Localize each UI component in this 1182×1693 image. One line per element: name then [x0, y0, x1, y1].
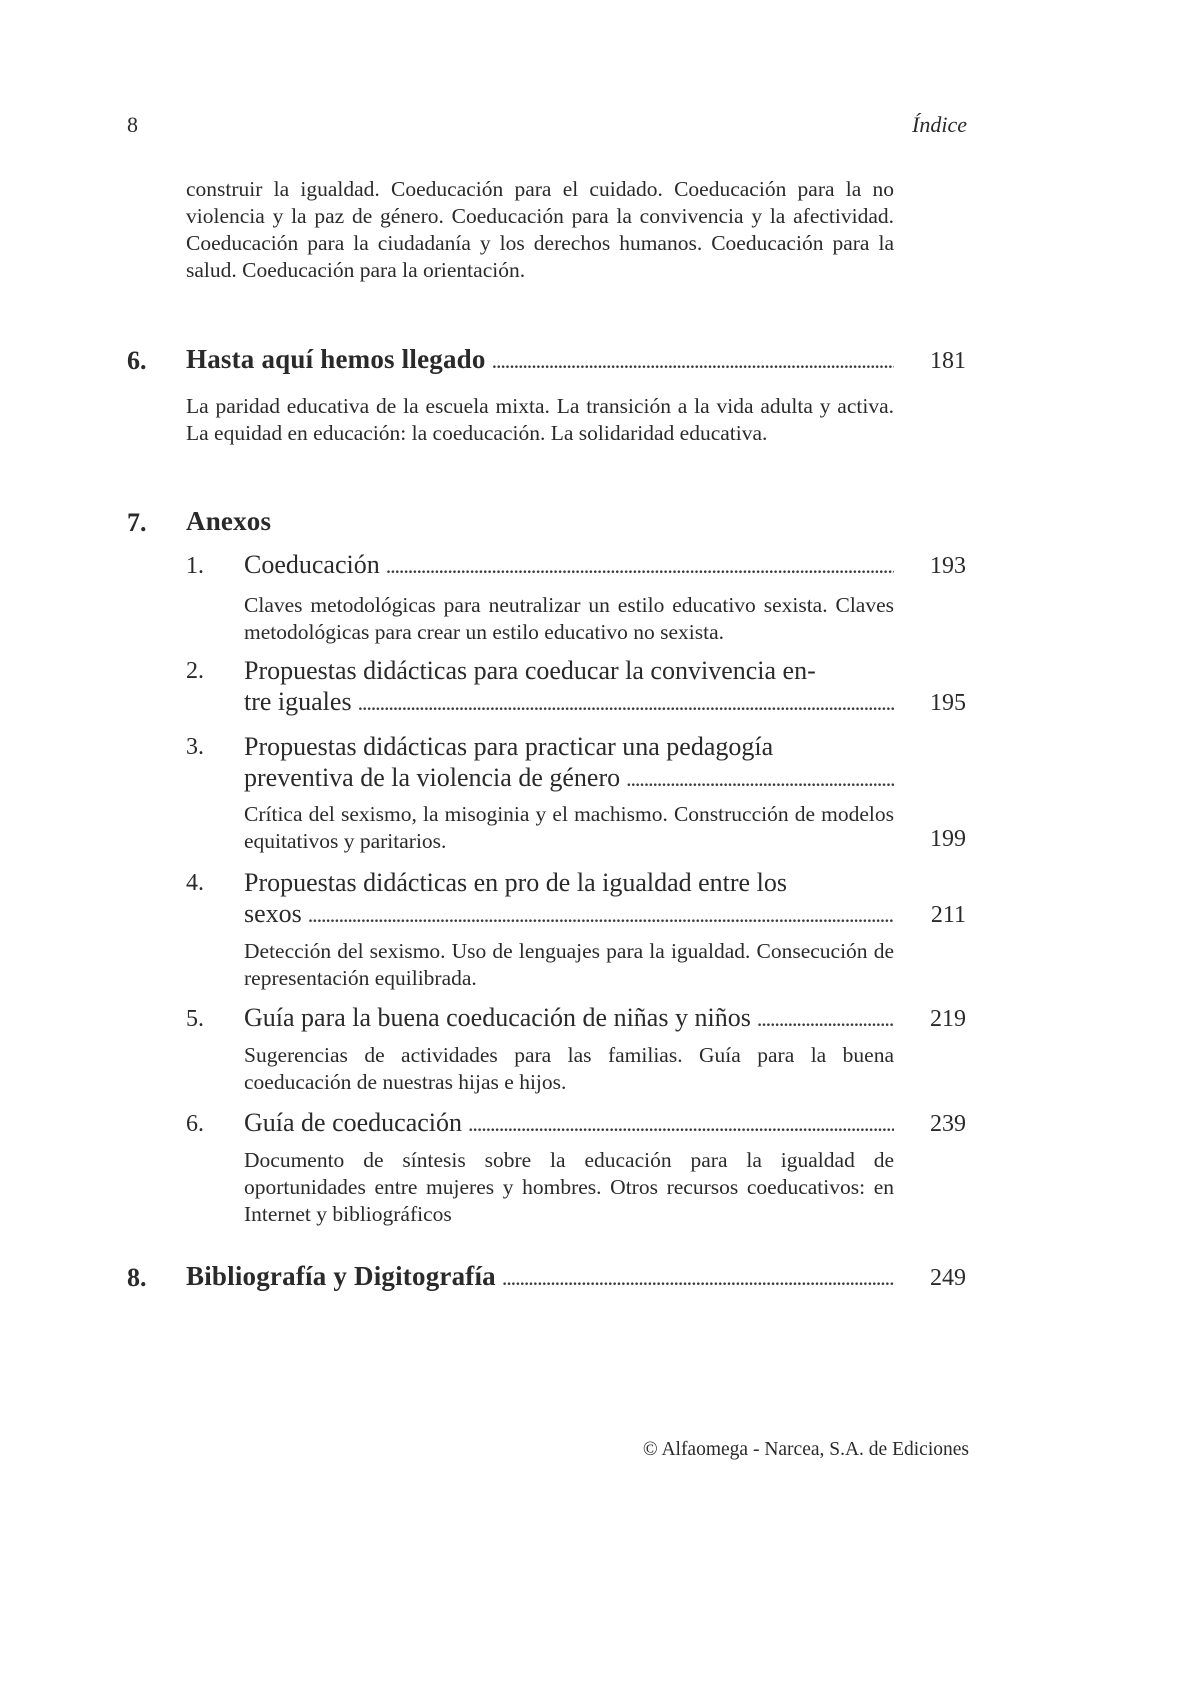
annex-description: Documento de síntesis sobre la educación para la igualdad de oportunidades entre mujeres y hombres. Otros recursos coeducativos: en Internet y bibliográficos: [244, 1148, 894, 1226]
page-ref: 199: [930, 826, 966, 852]
annex-number: 1.: [186, 553, 204, 579]
annex-title: Coeducación: [244, 550, 380, 579]
dot-leader: [358, 690, 894, 716]
dot-leader: [626, 766, 894, 792]
annex-title: Guía para la buena coeducación de niñas y niños: [244, 1003, 751, 1032]
toc-entry-annex-1[interactable]: [244, 550, 894, 580]
intro-text: construir la igualdad. Coeducación para el cuidado. Coeducación para la no violencia y la paz de género. Coeducación para la convivencia y la afectividad. Coeducación para la ciudadanía y los derechos humanos. Coeducación para la salud. Coeducación para la orientación.: [186, 177, 894, 282]
toc-entry-annex-6[interactable]: [244, 1108, 894, 1138]
annex-title: tre iguales: [244, 687, 352, 716]
page-ref: 219: [930, 1006, 966, 1032]
copyright-footer: © Alfaomega - Narcea, S.A. de Ediciones: [642, 1439, 969, 1460]
page-ref: 239: [930, 1111, 966, 1137]
page-ref: 181: [930, 348, 966, 374]
annex-title-line: Propuestas didácticas para practicar una pedagogía: [244, 732, 774, 761]
annex-number: 3.: [186, 734, 204, 760]
annex-description: Detección del sexismo. Uso de lenguajes para la igualdad. Consecución de representación equilibrada.: [244, 939, 894, 990]
annex-number: 4.: [186, 870, 204, 896]
page-ref: 211: [930, 902, 966, 928]
dot-leader: [308, 902, 894, 928]
chapter-number: 7.: [127, 508, 147, 537]
annex-description: Sugerencias de actividades para las familias. Guía para la buena coeducación de nuestras hijas e hijos.: [244, 1043, 894, 1094]
annex-title-line: Propuestas didácticas en pro de la igualdad entre los: [244, 868, 787, 897]
toc-entry-annex-2[interactable]: [244, 687, 894, 717]
chapter-description: La paridad educativa de la escuela mixta. La transición a la vida adulta y activa. La equidad en educación: la coeducación. La solidaridad educativa.: [186, 394, 894, 445]
annex-title: preventiva de la violencia de género: [244, 763, 621, 792]
page-ref: 195: [930, 690, 966, 716]
annex-title-line: Propuestas didácticas para coeducar la convivencia en-: [244, 656, 816, 685]
dot-leader: [757, 1006, 894, 1032]
dot-leader: [468, 1111, 894, 1137]
dot-leader: [492, 348, 894, 374]
annex-number: 6.: [186, 1111, 204, 1137]
chapter-title: Anexos: [186, 506, 272, 536]
chapter-title: Hasta aquí hemos llegado: [186, 344, 486, 374]
dot-leader: [386, 553, 894, 579]
page-number: 8: [127, 112, 138, 137]
chapter-number: 8.: [127, 1263, 147, 1292]
dot-leader: [502, 1265, 894, 1291]
chapter-title: Bibliografía y Digitografía: [186, 1261, 496, 1291]
annex-number: 5.: [186, 1006, 204, 1032]
annex-description: Claves metodológicas para neutralizar un estilo educativo sexista. Claves metodológicas para crear un estilo educativo no sexista.: [244, 593, 894, 644]
page-ref: 249: [930, 1265, 966, 1291]
toc-entry-chapter-6[interactable]: [186, 344, 894, 375]
page-ref: 193: [930, 553, 966, 579]
toc-entry-annex-5[interactable]: [244, 1003, 894, 1033]
chapter-number: 6.: [127, 346, 147, 375]
running-head: Índice: [912, 112, 967, 137]
toc-entry-chapter-8[interactable]: [186, 1261, 894, 1292]
annex-title: Guía de coeducación: [244, 1108, 463, 1137]
toc-entry-annex-3[interactable]: [244, 763, 894, 793]
annex-title: sexos: [244, 899, 302, 928]
annex-number: 2.: [186, 658, 204, 684]
annex-description: Crítica del sexismo, la misoginia y el machismo. Construcción de modelos equitativos y paritarios.: [244, 802, 894, 853]
toc-entry-annex-4[interactable]: [244, 899, 894, 929]
